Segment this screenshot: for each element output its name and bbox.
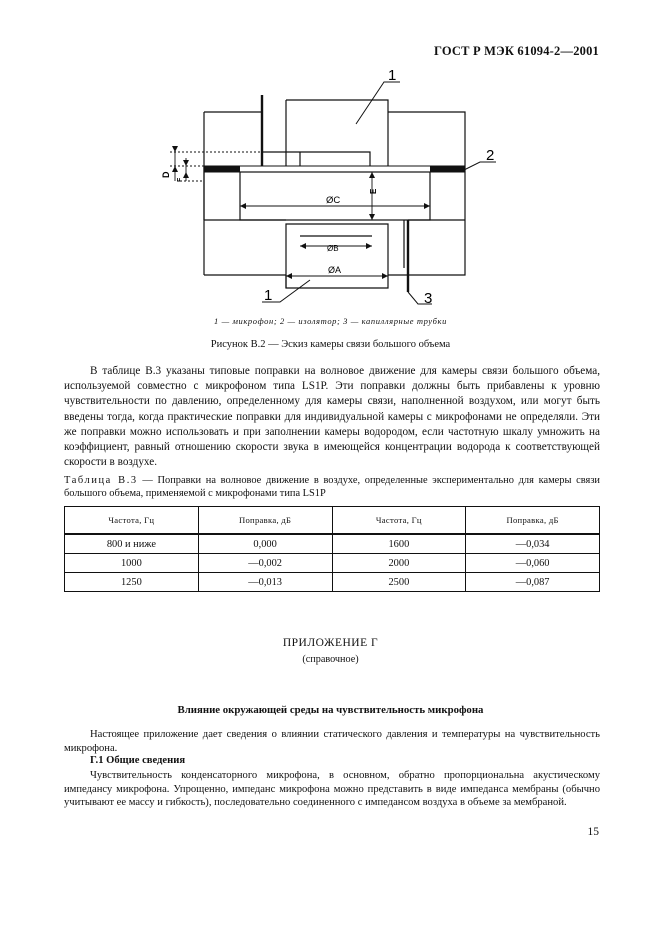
dim-label-c: ØC xyxy=(326,195,341,206)
table-row xyxy=(65,534,600,554)
table-cell: 800 и ниже xyxy=(65,534,199,554)
table-caption-text: — Поправки на волновое движение в воздухе, определенные экспериментально для камеры связи большого объема, применяемой с микрофонами типа LS1P xyxy=(64,475,600,499)
table-cell: 1000 xyxy=(65,554,199,573)
table-cell: 1250 xyxy=(65,573,199,592)
figure-caption: Рисунок В.2 — Эскиз камеры связи большого объема xyxy=(210,339,451,350)
table-cell: 2000 xyxy=(332,554,466,573)
dim-label-f: F xyxy=(177,177,184,182)
table-cell: 1600 xyxy=(332,534,466,554)
table-cell: 2500 xyxy=(332,573,466,592)
callout-3: 3 xyxy=(424,290,433,307)
header-correction: Поправка, дБ xyxy=(466,507,600,535)
header-frequency: Частота, Гц xyxy=(65,507,199,535)
paragraph-b3: В таблице В.3 указаны типовые поправки на волновое движение для камеры связи большого объема, используемой совместно с микрофоном типа LS1P. Эти поправки должны быть прибавлены к уровню чувствительности по давлению, определенному для камеры связи, наполненной воздухом, или могут быть введены тогда, когда практические поправки для индивидуальной камеры с микрофонами не определяли. Эти же поправки можно использовать и при заполнении камеры водородом, если частотную шкалу умножить на коэффициент, равный отношению скорости звука в имеющейся концентрации водорода к соответствующей скорости в воздухе. xyxy=(64,365,600,469)
appendix-title: ПРИЛОЖЕНИЕ Г xyxy=(282,637,379,649)
callout-2: 2 xyxy=(486,147,495,164)
table-cell: —0,087 xyxy=(466,573,600,592)
dim-label-d: D xyxy=(161,171,171,178)
section-text: Чувствительность конденсаторного микрофона, в основном, обратно пропорциональна акустическому импедансу микрофона. Упрощенно, импеданс микрофона можно представить в виде импеданса мембраны (обычно учитывают ее массу и гибкость), последовательно соединенного с импедансом воздуха в объеме за мембраной. xyxy=(64,770,600,808)
table-row xyxy=(65,573,600,592)
table-caption xyxy=(64,475,600,500)
table-cell: —0,034 xyxy=(466,534,600,554)
header-frequency: Частота, Гц xyxy=(332,507,466,535)
table-cell: —0,002 xyxy=(198,554,332,573)
table-caption-prefix: Таблица В.3 xyxy=(64,475,138,486)
dim-label-e: E xyxy=(369,188,378,194)
table-cell: —0,060 xyxy=(466,554,600,573)
table-header-row xyxy=(65,507,600,535)
dim-label-a: ØA xyxy=(328,265,342,275)
table-cell: 0,000 xyxy=(198,534,332,554)
page-number: 15 xyxy=(587,826,599,838)
section-title: Г.1 Общие сведения xyxy=(90,755,186,766)
callout-1-bottom: 1 xyxy=(264,287,273,304)
appendix-heading: Влияние окружающей среды на чувствительность микрофона xyxy=(177,704,484,716)
table-cell: —0,013 xyxy=(198,573,332,592)
appendix-intro: Настоящее приложение дает сведения о влиянии статического давления и температуры на чувствительность микрофона. xyxy=(64,729,600,754)
coupler-sketch xyxy=(0,0,661,320)
appendix-subtitle: (справочное) xyxy=(302,654,359,665)
table-row xyxy=(65,554,600,573)
standard-code: ГОСТ Р МЭК 61094-2—2001 xyxy=(434,44,599,58)
header-correction: Поправка, дБ xyxy=(198,507,332,535)
callout-1-top: 1 xyxy=(388,67,397,84)
dim-label-b: ØB xyxy=(327,244,339,253)
correction-table xyxy=(64,506,600,592)
figure-legend: 1 — микрофон; 2 — изолятор; 3 — капиллярные трубки xyxy=(214,316,447,326)
